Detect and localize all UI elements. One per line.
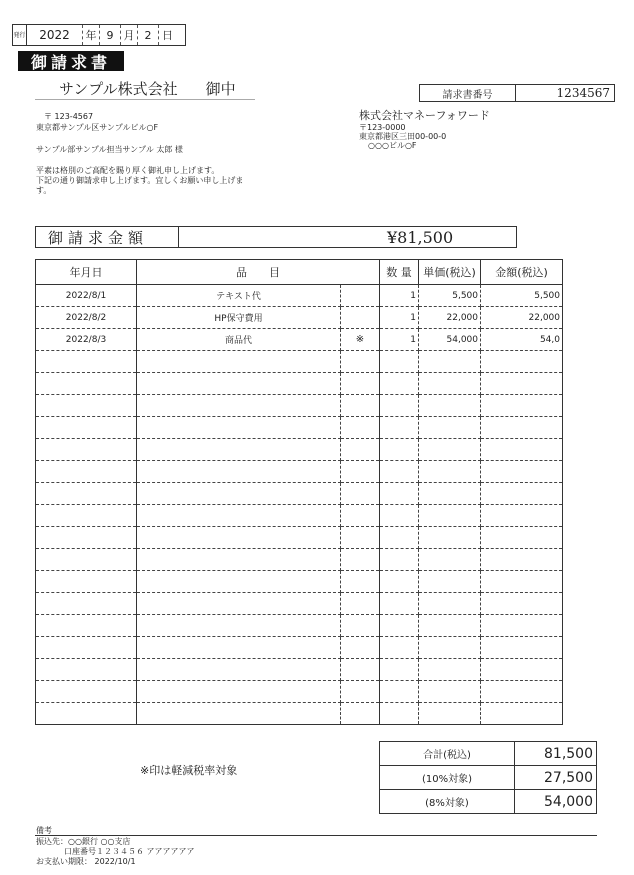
issuer-address[interactable]: 東京都港区三田00-00-0 — [359, 132, 447, 141]
item-date[interactable] — [36, 659, 137, 681]
item-amount[interactable] — [481, 681, 563, 703]
item-qty[interactable] — [380, 417, 419, 439]
item-qty[interactable] — [380, 395, 419, 417]
item-amount[interactable] — [481, 637, 563, 659]
item-date[interactable] — [36, 703, 137, 725]
item-unit-price[interactable] — [419, 395, 481, 417]
item-amount[interactable]: 54,0 — [481, 329, 563, 351]
item-amount[interactable] — [481, 351, 563, 373]
item-qty[interactable] — [380, 483, 419, 505]
item-amount[interactable] — [481, 505, 563, 527]
item-date[interactable] — [36, 395, 137, 417]
table-row — [36, 505, 563, 527]
header-qty: 数 量 — [380, 260, 419, 285]
item-reduced-mark[interactable] — [341, 659, 380, 681]
item-reduced-mark[interactable] — [341, 373, 380, 395]
item-unit-price[interactable] — [419, 527, 481, 549]
item-reduced-mark[interactable] — [341, 483, 380, 505]
item-unit-price[interactable] — [419, 703, 481, 725]
item-name[interactable] — [137, 417, 341, 439]
billing-total-value: ¥81,500 — [387, 227, 454, 247]
item-unit-price[interactable]: 22,000 — [419, 307, 481, 329]
item-unit-price[interactable] — [419, 439, 481, 461]
item-name[interactable]: テキスト代 — [137, 285, 341, 307]
item-qty[interactable] — [380, 373, 419, 395]
item-date[interactable]: 2022/8/3 — [36, 329, 137, 351]
invoice-number-box — [419, 84, 615, 102]
item-reduced-mark[interactable] — [341, 571, 380, 593]
item-qty[interactable] — [380, 593, 419, 615]
item-date[interactable]: 2022/8/2 — [36, 307, 137, 329]
item-date[interactable] — [36, 571, 137, 593]
item-unit-price[interactable] — [419, 615, 481, 637]
item-unit-price[interactable]: 5,500 — [419, 285, 481, 307]
item-name[interactable] — [137, 593, 341, 615]
table-row — [36, 637, 563, 659]
item-date[interactable]: 2022/8/1 — [36, 285, 137, 307]
item-qty[interactable]: 1 — [380, 329, 419, 351]
remarks-bank[interactable]: 振込先：○○銀行 ○○支店 — [36, 837, 131, 846]
item-unit-price[interactable] — [419, 659, 481, 681]
item-reduced-mark[interactable] — [341, 285, 380, 307]
item-name[interactable] — [137, 549, 341, 571]
greeting-line-2: 下記の通り御請求申し上げます。宜しくお願い申し上げま — [36, 176, 244, 185]
item-reduced-mark[interactable]: ※ — [341, 329, 380, 351]
item-qty[interactable] — [380, 439, 419, 461]
document-title: 御請求書 — [18, 51, 124, 71]
item-amount[interactable] — [481, 571, 563, 593]
item-reduced-mark[interactable] — [341, 615, 380, 637]
issuer-postal[interactable]: 〒123-0000 — [359, 123, 406, 132]
table-row — [36, 395, 563, 417]
item-qty[interactable] — [380, 703, 419, 725]
item-unit-price[interactable] — [419, 681, 481, 703]
issue-month[interactable]: 9 — [100, 25, 121, 45]
item-unit-price[interactable] — [419, 549, 481, 571]
items-header-row — [36, 260, 563, 285]
summary-10pct-value: 27,500 — [544, 769, 593, 786]
issue-date-box — [12, 24, 186, 46]
item-date[interactable] — [36, 681, 137, 703]
reduced-tax-note: ※印は軽減税率対象 — [140, 764, 238, 777]
item-name[interactable] — [137, 395, 341, 417]
header-amount: 金額(税込) — [481, 260, 563, 285]
table-row — [36, 593, 563, 615]
table-row — [36, 329, 563, 351]
item-date[interactable] — [36, 439, 137, 461]
table-row — [36, 527, 563, 549]
item-qty[interactable] — [380, 659, 419, 681]
summary-box — [379, 741, 597, 814]
billing-total-label: 御請求金額 — [36, 227, 179, 247]
item-qty[interactable] — [380, 505, 419, 527]
summary-row — [380, 742, 596, 766]
item-reduced-mark[interactable] — [341, 681, 380, 703]
item-qty[interactable] — [380, 571, 419, 593]
table-row — [36, 483, 563, 505]
recipient-address[interactable]: 東京都サンプル区サンプルビル○F — [36, 123, 159, 132]
invoice-number-label: 請求書番号 — [420, 85, 516, 101]
table-row — [36, 285, 563, 307]
table-row — [36, 681, 563, 703]
recipient-contact[interactable]: サンプル部サンプル担当サンプル 太郎 様 — [36, 145, 183, 154]
item-date[interactable] — [36, 637, 137, 659]
table-row — [36, 549, 563, 571]
item-name[interactable] — [137, 637, 341, 659]
item-reduced-mark[interactable] — [341, 527, 380, 549]
item-date[interactable] — [36, 417, 137, 439]
issuer-building[interactable]: ○○○ビル○F — [368, 141, 417, 150]
item-amount[interactable] — [481, 395, 563, 417]
item-amount[interactable] — [481, 549, 563, 571]
item-reduced-mark[interactable] — [341, 395, 380, 417]
recipient-company[interactable]: サンプル株式会社 — [59, 80, 178, 98]
item-name[interactable] — [137, 659, 341, 681]
summary-total-value: 81,500 — [544, 745, 593, 762]
item-amount[interactable]: 22,000 — [481, 307, 563, 329]
item-qty[interactable]: 1 — [380, 285, 419, 307]
issue-day-unit: 日 — [162, 29, 173, 42]
item-name[interactable] — [137, 615, 341, 637]
item-date[interactable] — [36, 373, 137, 395]
summary-8pct-label: (8%対象) — [380, 790, 515, 813]
item-unit-price[interactable] — [419, 505, 481, 527]
item-unit-price[interactable] — [419, 571, 481, 593]
recipient-suffix: 御中 — [205, 80, 236, 98]
item-name[interactable]: HP保守費用 — [137, 307, 341, 329]
item-date[interactable] — [36, 505, 137, 527]
invoice-number-value[interactable]: 1234567 — [556, 86, 610, 100]
items-table — [35, 259, 563, 725]
summary-total-label: 合計(税込) — [380, 742, 515, 765]
item-unit-price[interactable] — [419, 461, 481, 483]
item-reduced-mark[interactable] — [341, 593, 380, 615]
item-unit-price[interactable] — [419, 351, 481, 373]
greeting-line-1: 平素は格別のご高配を賜り厚く御礼申し上げます。 — [36, 166, 220, 175]
billing-total-box — [35, 226, 517, 248]
table-row — [36, 571, 563, 593]
item-amount[interactable] — [481, 615, 563, 637]
item-name[interactable] — [137, 505, 341, 527]
remarks-label: 備考 — [36, 826, 52, 835]
greeting-line-3: す。 — [36, 186, 52, 195]
item-name[interactable] — [137, 351, 341, 373]
issuer-name[interactable]: 株式会社マネーフォワード — [359, 109, 490, 122]
item-unit-price[interactable] — [419, 483, 481, 505]
summary-8pct-value: 54,000 — [544, 793, 593, 810]
item-reduced-mark[interactable] — [341, 417, 380, 439]
item-qty[interactable] — [380, 681, 419, 703]
item-unit-price[interactable] — [419, 373, 481, 395]
item-amount[interactable]: 5,500 — [481, 285, 563, 307]
item-reduced-mark[interactable] — [341, 505, 380, 527]
item-name[interactable] — [137, 571, 341, 593]
header-price: 単価(税込) — [419, 260, 481, 285]
item-name[interactable] — [137, 439, 341, 461]
summary-row — [380, 766, 596, 790]
item-qty[interactable] — [380, 637, 419, 659]
item-unit-price[interactable] — [419, 637, 481, 659]
remarks-due[interactable]: お支払い期限： 2022/10/1 — [36, 857, 136, 866]
summary-row — [380, 790, 596, 813]
remarks-divider — [35, 835, 597, 836]
item-reduced-mark[interactable] — [341, 439, 380, 461]
item-unit-price[interactable]: 54,000 — [419, 329, 481, 351]
recipient-company-line — [35, 78, 255, 100]
remarks-account[interactable]: 口座番号１２３４５６ アアアアアア — [64, 847, 195, 856]
header-date: 年月日 — [36, 260, 137, 285]
issue-month-unit: 月 — [121, 25, 138, 45]
item-reduced-mark[interactable] — [341, 461, 380, 483]
table-row — [36, 307, 563, 329]
item-name[interactable] — [137, 461, 341, 483]
header-item: 品 目 — [137, 260, 380, 285]
item-date[interactable] — [36, 615, 137, 637]
item-qty[interactable]: 1 — [380, 307, 419, 329]
item-qty[interactable] — [380, 615, 419, 637]
recipient-postal[interactable]: 〒 123-4567 — [44, 112, 94, 121]
issue-year-unit: 年 — [83, 25, 100, 45]
item-date[interactable] — [36, 527, 137, 549]
item-name[interactable] — [137, 703, 341, 725]
item-date[interactable] — [36, 351, 137, 373]
item-name[interactable] — [137, 483, 341, 505]
item-amount[interactable] — [481, 417, 563, 439]
item-amount[interactable] — [481, 527, 563, 549]
item-reduced-mark[interactable] — [341, 307, 380, 329]
table-row — [36, 373, 563, 395]
item-reduced-mark[interactable] — [341, 637, 380, 659]
item-date[interactable] — [36, 549, 137, 571]
table-row — [36, 439, 563, 461]
issue-year[interactable]: 2022 — [27, 25, 83, 45]
item-amount[interactable] — [481, 439, 563, 461]
issue-day[interactable]: 2 — [138, 25, 159, 45]
item-qty[interactable] — [380, 461, 419, 483]
item-qty[interactable] — [380, 549, 419, 571]
item-name[interactable] — [137, 527, 341, 549]
table-row — [36, 417, 563, 439]
summary-10pct-label: (10%対象) — [380, 766, 515, 789]
item-reduced-mark[interactable] — [341, 703, 380, 725]
item-date[interactable] — [36, 593, 137, 615]
table-row — [36, 703, 563, 725]
item-amount[interactable] — [481, 461, 563, 483]
item-qty[interactable] — [380, 351, 419, 373]
table-row — [36, 615, 563, 637]
table-row — [36, 461, 563, 483]
table-row — [36, 659, 563, 681]
item-amount[interactable] — [481, 703, 563, 725]
issue-label: 発行 — [13, 25, 27, 45]
item-reduced-mark[interactable] — [341, 549, 380, 571]
item-name[interactable] — [137, 681, 341, 703]
item-reduced-mark[interactable] — [341, 351, 380, 373]
item-name[interactable]: 商品代 — [137, 329, 341, 351]
item-unit-price[interactable] — [419, 417, 481, 439]
item-unit-price[interactable] — [419, 593, 481, 615]
item-amount[interactable] — [481, 373, 563, 395]
item-amount[interactable] — [481, 659, 563, 681]
item-date[interactable] — [36, 461, 137, 483]
table-row — [36, 351, 563, 373]
item-amount[interactable] — [481, 483, 563, 505]
item-qty[interactable] — [380, 527, 419, 549]
item-amount[interactable] — [481, 593, 563, 615]
item-date[interactable] — [36, 483, 137, 505]
item-name[interactable] — [137, 373, 341, 395]
